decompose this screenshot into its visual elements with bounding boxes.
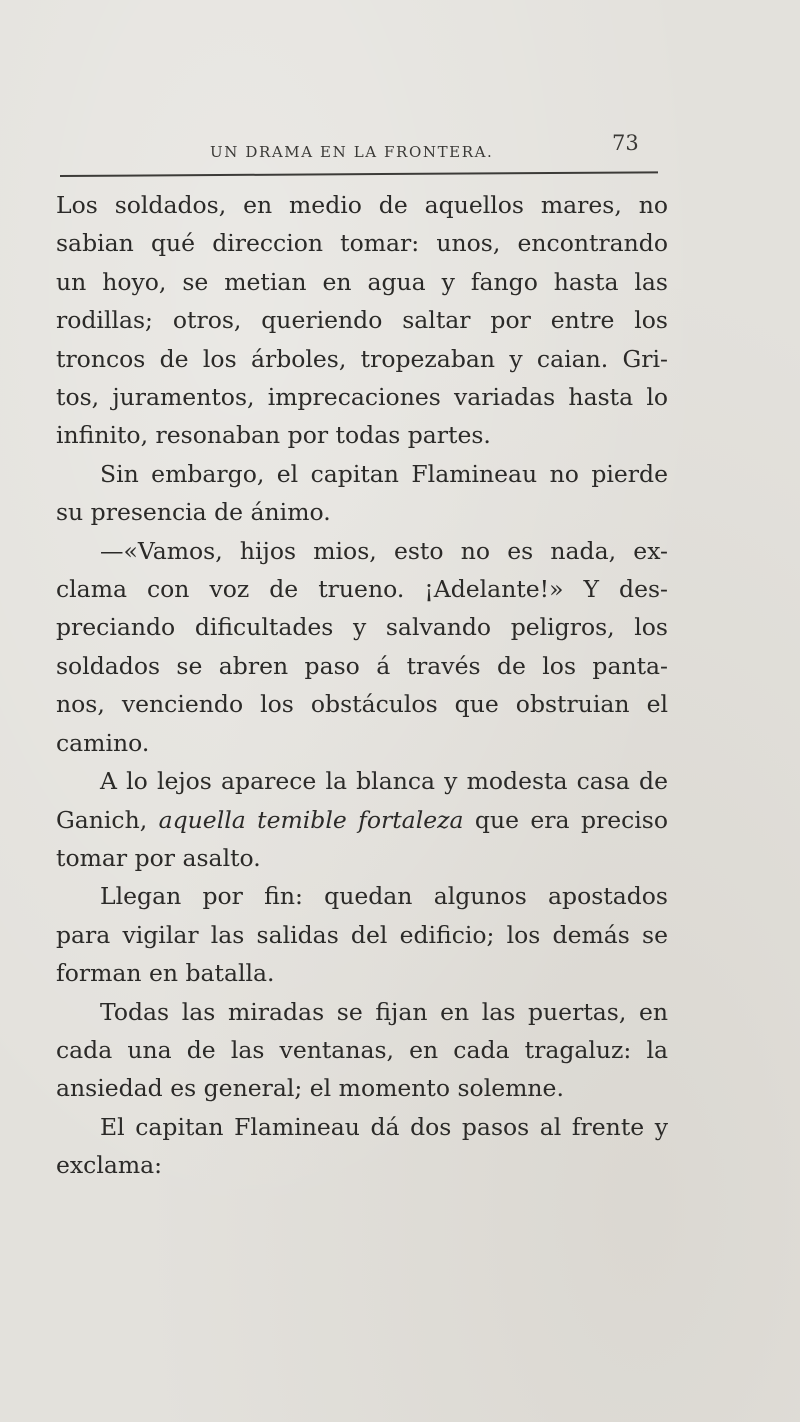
header-rule	[60, 171, 658, 177]
body-text	[56, 186, 668, 1185]
text-line	[56, 801, 668, 839]
italic-phrase: aquella temible fortaleza	[158, 805, 464, 834]
text-line: soldados se abren paso á través de los panta-	[56, 651, 668, 680]
text-line: Sin embargo, el capitan Flamineau no pierde	[100, 459, 668, 488]
page-number: 73	[612, 131, 639, 155]
text-line: forman en batalla.	[56, 959, 275, 988]
text-line: rodillas; otros, queriendo saltar por entre los	[56, 306, 668, 335]
text-line: ansiedad es general; el momento solemne.	[56, 1074, 564, 1103]
text-line: tos, juramentos, imprecaciones variadas hasta lo	[56, 383, 668, 412]
text-line: sabian qué direccion tomar: unos, encontrando	[56, 229, 668, 258]
text-line: preciando dificultades y salvando peligros, los	[56, 613, 668, 642]
text-line: tomar por asalto.	[56, 843, 261, 872]
text-line: Los soldados, en medio de aquellos mares, no	[56, 191, 668, 219]
text-line: Todas las miradas se fijan en las puertas, en	[100, 997, 668, 1026]
text-line: para vigilar las salidas del edificio; los demás se	[56, 920, 668, 949]
text-line: A lo lejos aparece la blanca y modesta casa de	[100, 767, 668, 796]
text-line: un hoyo, se metian en agua y fango hasta las	[56, 267, 668, 296]
text-line: infinito, resonaban por todas partes.	[56, 421, 491, 450]
text-line: cada una de las ventanas, en cada tragaluz: la	[56, 1035, 668, 1064]
running-head: UN DRAMA EN LA FRONTERA.	[210, 143, 494, 161]
text-line: exclama:	[56, 1151, 163, 1180]
text-line: nos, venciendo los obstáculos que obstruian el	[56, 690, 668, 719]
text-line: clama con voz de trueno. ¡Adelante!» Y des-	[56, 575, 668, 604]
text-run: Ganich,	[56, 805, 159, 834]
text-line: Llegan por fin: quedan algunos apostados	[100, 882, 668, 911]
text-line: camino.	[56, 728, 150, 757]
text-run: que era preciso	[463, 805, 669, 834]
text-line: su presencia de ánimo.	[56, 498, 331, 527]
text-line: —«Vamos, hijos mios, esto no es nada, ex-	[100, 536, 668, 565]
text-line: El capitan Flamineau dá dos pasos al frente y	[100, 1112, 668, 1141]
text-line: troncos de los árboles, tropezaban y caian. Gri-	[56, 344, 668, 373]
